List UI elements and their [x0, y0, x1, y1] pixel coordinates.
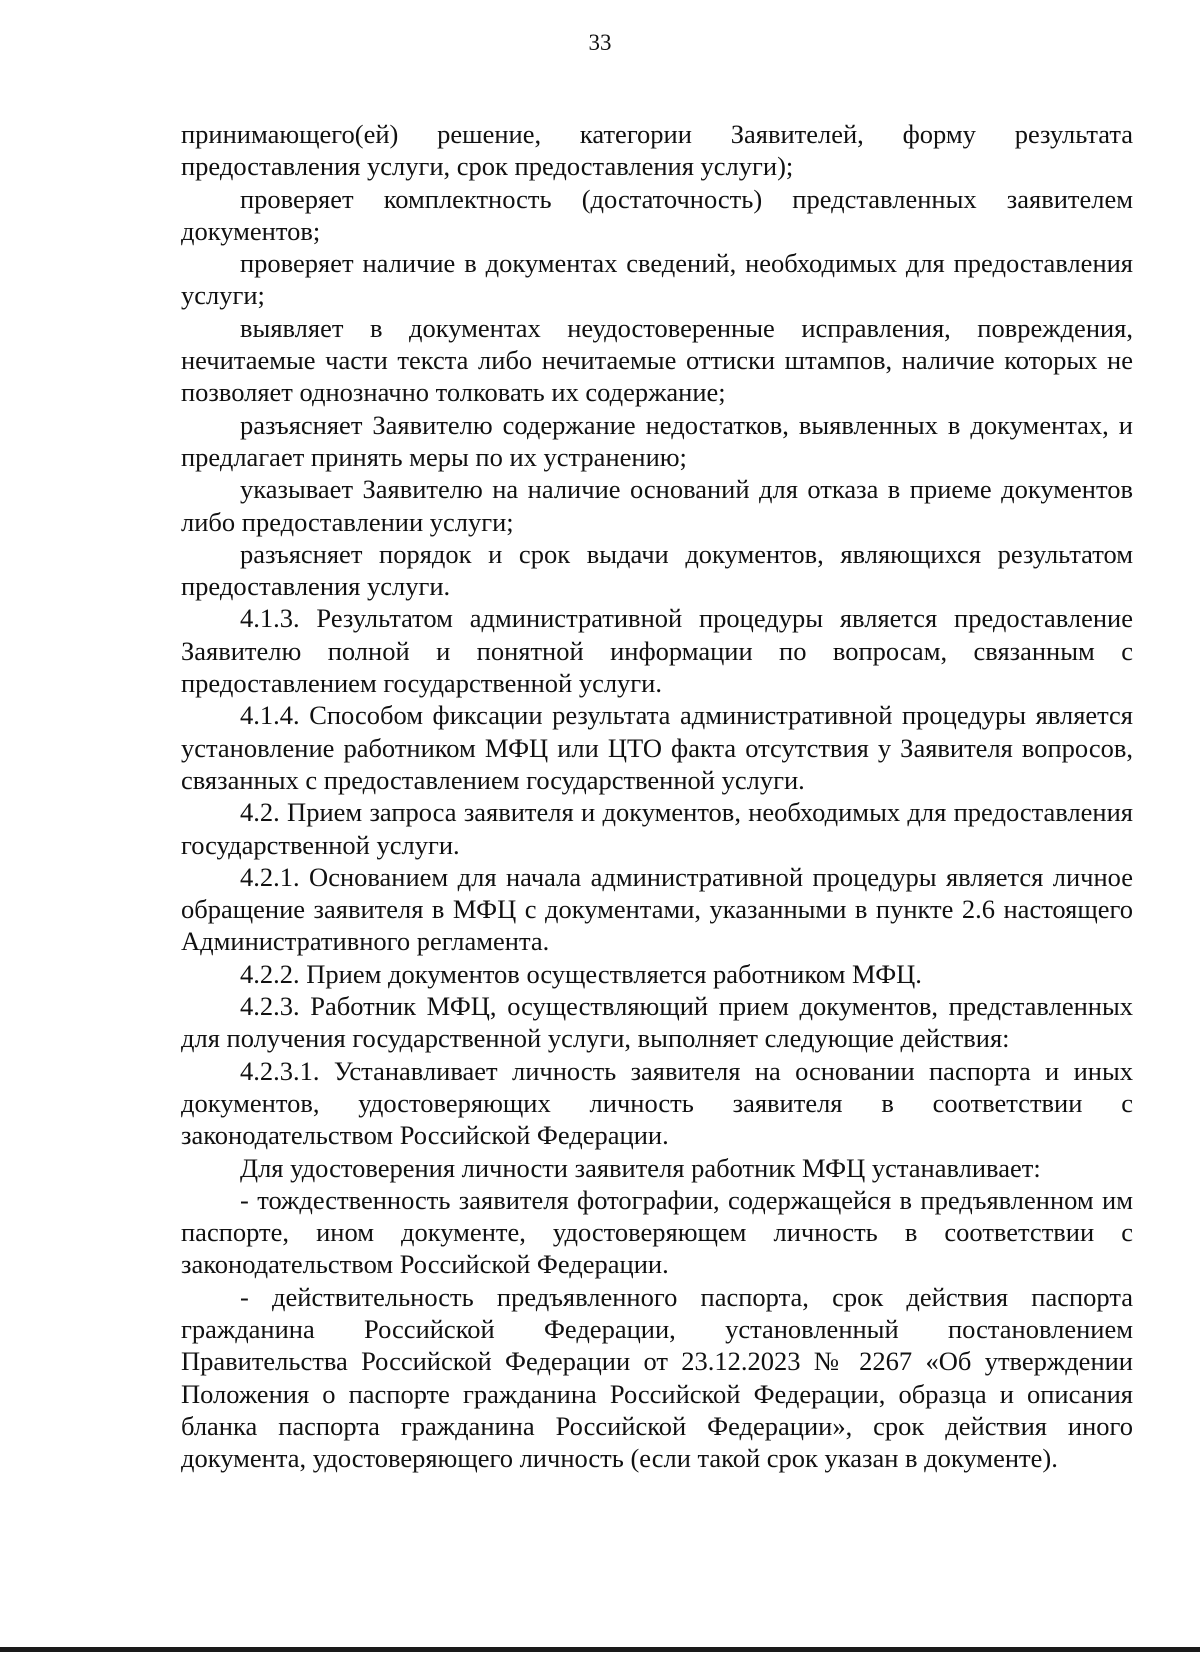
paragraph-p6: разъясняет порядок и срок выдачи документов, являющихся результатом предоставления услуги. [181, 538, 1133, 602]
paragraph-p10: 4.2.1. Основанием для начала административной процедуры является личное обращение заявителя в МФЦ с документами, указанными в пункте 2.6 настоящего Административного регламента. [181, 861, 1133, 957]
paragraph-p1: проверяет комплектность (достаточность) представленных заявителем документов; [181, 183, 1133, 246]
paragraph-p4: разъясняет Заявителю содержание недостатков, выявленных в документах, и предлагает принять меры по их устранению; [181, 409, 1133, 472]
paragraph-p8: 4.1.4. Способом фиксации результата административной процедуры является установление работником МФЦ или ЦТО факта отсутствия у Заявителя вопросов, связанных с предоставлением государственной услуги. [181, 700, 1133, 795]
paragraph-p9: 4.2. Прием запроса заявителя и документов, необходимых для предоставления государственной услуги. [181, 797, 1133, 860]
bottom-scan-border [0, 1647, 1200, 1652]
paragraph-p14: Для удостоверения личности заявителя работник МФЦ устанавливает: [240, 1152, 1041, 1183]
paragraph-p15: - тождественность заявителя фотографии, содержащейся в предъявленном им паспорте, ином документе, удостоверяющем личность в соответствии с законодательством Российской Федерации. [181, 1184, 1133, 1280]
paragraph-p13: 4.2.3.1. Устанавливает личность заявителя на основании паспорта и иных документов, удостоверяющих личность заявителя в соответствии с законодательством Российской Федерации. [181, 1055, 1133, 1151]
paragraph-p16: - действительность предъявленного паспорта, срок действия паспорта гражданина Российской Федерации, установленный постановлением Правительства Российской Федерации от 23.12.2023 № 2267 «Об утверждении Положения о паспорте гражданина Российской Федерации, образца и описания бланка паспорта гражданина Российской Федерации», срок действия иного документа, удостоверяющего личность (если такой срок указан в документе). [181, 1281, 1133, 1474]
paragraph-p0: принимающего(ей) решение, категории Заявителей, форму результата предоставления услуги, срок предоставления услуги); [181, 119, 1133, 182]
paragraph-p2: проверяет наличие в документах сведений, необходимых для предоставления услуги; [181, 248, 1133, 311]
paragraph-p5: указывает Заявителю на наличие оснований для отказа в приеме документов либо предоставлении услуги; [181, 474, 1133, 537]
paragraph-p11: 4.2.2. Прием документов осуществляется работником МФЦ. [240, 958, 922, 989]
document-body [181, 118, 1133, 1474]
paragraph-p3: выявляет в документах неудостоверенные исправления, повреждения, нечитаемые части текста либо нечитаемые оттиски штампов, наличие которых не позволяет однозначно толковать их содержание; [181, 312, 1133, 408]
page-number: 33 [588, 30, 612, 55]
paragraph-p12: 4.2.3. Работник МФЦ, осуществляющий прием документов, представленных для получения государственной услуги, выполняет следующие действия: [181, 991, 1133, 1054]
paragraph-p7: 4.1.3. Результатом административной процедуры является предоставление Заявителю полной и понятной информации по вопросам, связанным с предоставлением государственной услуги. [181, 603, 1133, 699]
